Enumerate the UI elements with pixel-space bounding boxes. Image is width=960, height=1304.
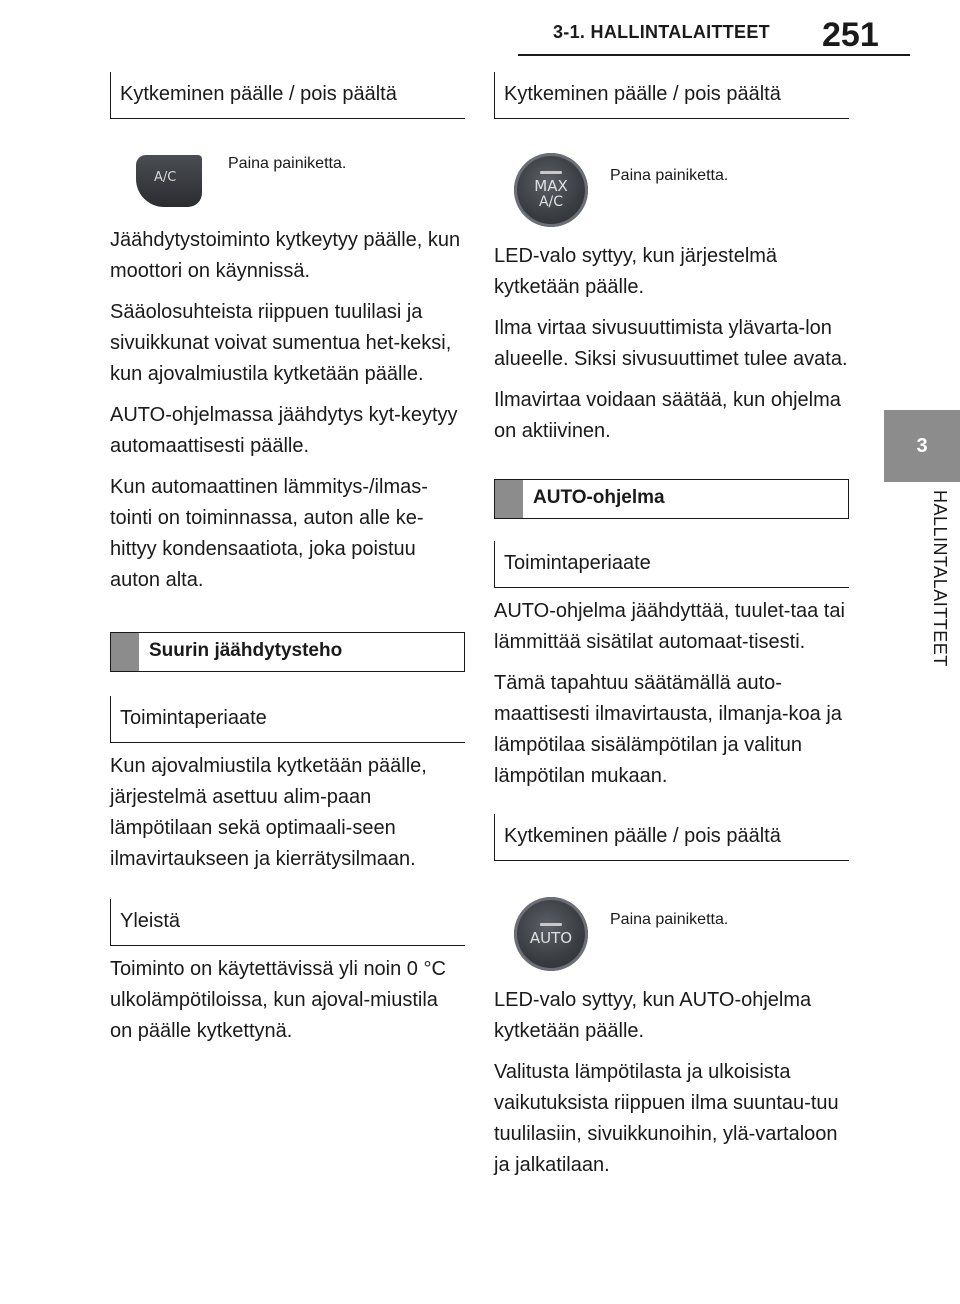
paragraph: Kun automaattinen lämmitys-/ilmas-tointi on toiminnassa, auton alle ke-hittyy kondensaatiota, joka poistuu auton alta. [110, 476, 428, 591]
subheading-principle: Toimintaperiaate [494, 541, 849, 588]
paragraph: LED-valo syttyy, kun AUTO-ohjelma kytketään päälle. [494, 989, 812, 1042]
ac-caption: Paina painiketta. [228, 155, 347, 172]
paragraph: AUTO-ohjelma jäähdyttää, tuulet-taa tai lämmittää sisätilat automaat-tisesti. [494, 600, 845, 653]
paragraph: Ilmavirtaa voidaan säätää, kun ohjelma on aktiivinen. [494, 389, 841, 442]
paragraph: LED-valo syttyy, kun järjestelmä kytketään päälle. [494, 245, 778, 298]
auto-button-row [494, 897, 849, 985]
ac-label: A/C [538, 193, 564, 210]
paragraph: Tämä tapahtuu säätämällä auto-maattisesti ilmavirtausta, ilmanja-koa ja lämpötilaa sisälämpötilan ja valitun lämpötilan mukaan. [494, 672, 842, 787]
section-title: 3-1. HALLINTALAITTEET [553, 22, 770, 42]
paragraph: Kun ajovalmiustila kytketään päälle, järjestelmä asettuu alim-paan lämpötilaan sekä optimaali-seen ilmavirtaukseen ja kierrätysilmaan. [110, 755, 427, 870]
left-column [110, 72, 465, 1047]
header-rule [518, 54, 910, 56]
subheading-general: Yleistä [110, 899, 465, 946]
paragraph: Jäähdytystoiminto kytkeytyy päälle, kun moottori on käynnissä. [110, 229, 461, 282]
paragraph: AUTO-ohjelmassa jäähdytys kyt-keytyy automaattisesti päälle. [110, 404, 458, 457]
heading-marker [495, 480, 523, 518]
ac-button-image [136, 155, 202, 207]
page-number: 251 [822, 16, 879, 54]
right-column [494, 72, 849, 1181]
led-indicator [540, 171, 562, 174]
paragraph: Toiminto on käytettävissä yli noin 0 °C ulkolämpötiloissa, kun ajoval-miustila on päälle kytkettynä. [110, 958, 446, 1042]
subheading-switch-on-off: Kytkeminen päälle / pois päältä [110, 72, 465, 119]
ac-button-row [110, 155, 465, 225]
subheading-principle: Toimintaperiaate [110, 696, 465, 743]
chapter-label: HALLINTALAITTEET [930, 490, 950, 667]
ac-button-label: A/C [154, 170, 177, 185]
heading-auto-program [494, 479, 849, 519]
heading-marker [111, 633, 139, 671]
heading-max-cooling [110, 632, 465, 672]
chapter-tab: 3 [884, 410, 960, 482]
max-label: MAX [534, 176, 568, 195]
auto-label: AUTO [529, 928, 573, 947]
paragraph: Valitusta lämpötilasta ja ulkoisista vaikutuksista riippuen ilma suuntau-tuu tuulilasiin, sivuikkunoihin, ylä-vartaloon ja jalkatilaan. [494, 1061, 839, 1176]
subheading-switch-on-off: Kytkeminen päälle / pois päältä [494, 72, 849, 119]
max-ac-button-image [514, 153, 588, 227]
auto-button-image [514, 897, 588, 971]
max-ac-button-row [494, 153, 849, 241]
led-indicator [540, 923, 562, 926]
heading-text: AUTO-ohjelma [533, 487, 665, 508]
paragraph: Ilma virtaa sivusuuttimista ylävarta-lon alueelle. Siksi sivusuuttimet tulee avata. [494, 317, 848, 370]
subheading-switch-on-off: Kytkeminen päälle / pois päältä [494, 814, 849, 861]
auto-caption: Paina painiketta. [610, 911, 729, 928]
paragraph: Sääolosuhteista riippuen tuulilasi ja sivuikkunat voivat sumentua het-keksi, kun ajovalmiustila kytketään päälle. [110, 301, 452, 385]
max-ac-caption: Paina painiketta. [610, 167, 729, 184]
heading-text: Suurin jäähdytysteho [149, 640, 343, 661]
